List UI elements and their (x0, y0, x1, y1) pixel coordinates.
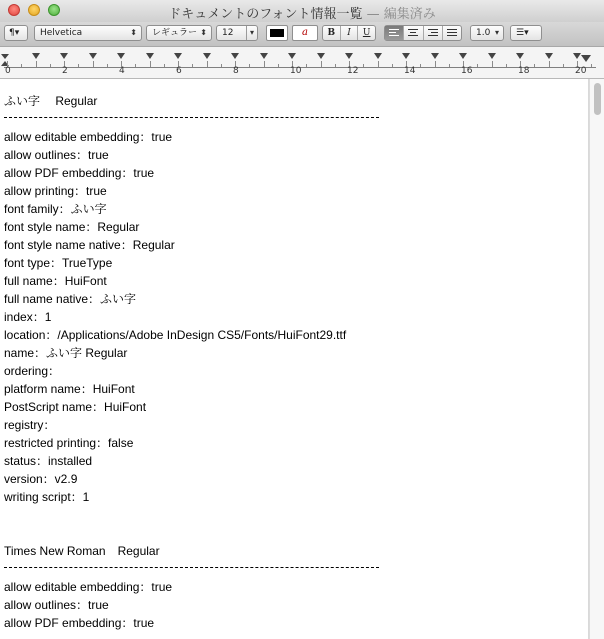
ruler-number: 4 (119, 66, 125, 76)
text-line: restricted printing：false (4, 436, 134, 450)
paragraph-styles-button[interactable] (4, 25, 28, 41)
text-line: font type：TrueType (4, 256, 113, 270)
right-margin-marker[interactable] (581, 55, 591, 62)
ruler-number: 8 (233, 66, 239, 76)
ruler-tick (278, 64, 279, 67)
tab-stop-marker[interactable] (573, 53, 581, 59)
highlight-glyph: a (302, 27, 308, 38)
ruler-tick (150, 61, 151, 67)
ruler-tick (135, 64, 136, 67)
line-spacing-popup[interactable] (470, 25, 504, 41)
scrollbar-thumb[interactable] (594, 83, 601, 115)
text-line: full name native：ふい字 (4, 292, 137, 306)
ruler-tick (21, 64, 22, 67)
tab-stop-marker[interactable] (317, 53, 325, 59)
align-left-button[interactable] (385, 26, 404, 40)
tab-stop-marker[interactable] (545, 53, 553, 59)
justify-button[interactable] (443, 26, 461, 40)
paragraph-styles-label: ¶▾ (9, 28, 20, 38)
tab-stop-marker[interactable] (345, 53, 353, 59)
ruler-tick (492, 61, 493, 67)
ruler-tick (449, 64, 450, 67)
tab-stop-marker[interactable] (459, 53, 467, 59)
text-line: registry： (4, 418, 56, 432)
ruler-number: 2 (62, 66, 68, 76)
font-size-value: 12 (222, 28, 234, 38)
ruler-number: 18 (518, 66, 530, 76)
tab-stop-marker[interactable] (402, 53, 410, 59)
document-name: ドキュメントのフォント情報一覧 (168, 7, 363, 22)
text-color-well[interactable] (266, 25, 288, 41)
list-bullets-popup[interactable] (510, 25, 542, 41)
tab-stop-marker[interactable] (203, 53, 211, 59)
tab-stop-marker[interactable] (117, 53, 125, 59)
ruler-tick (534, 64, 535, 67)
title-bar[interactable] (0, 0, 604, 22)
popup-arrows-icon: ⬍ (200, 28, 207, 37)
window-title (0, 3, 604, 22)
tab-stop-marker[interactable] (174, 53, 182, 59)
ruler-tick (363, 64, 364, 67)
ruler-tick (306, 64, 307, 67)
ruler-tick (549, 61, 550, 67)
first-line-indent-marker[interactable] (1, 54, 9, 59)
italic-button[interactable]: I (341, 26, 359, 40)
text-line: font style name：Regular (4, 220, 140, 234)
text-line: allow outlines：true (4, 148, 109, 162)
text-line: Times New Roman Regular (4, 544, 160, 558)
tab-stop-marker[interactable] (32, 53, 40, 59)
tab-stop-marker[interactable] (231, 53, 239, 59)
ruler-tick (264, 61, 265, 67)
ruler-number: 16 (461, 66, 473, 76)
tab-stop-marker[interactable] (60, 53, 68, 59)
document-text-area[interactable] (0, 79, 588, 639)
text-line: font style name native：Regular (4, 238, 175, 252)
ruler-tick (249, 64, 250, 67)
ruler-number: 20 (575, 66, 587, 76)
ruler-tick (221, 64, 222, 67)
tab-stop-marker[interactable] (89, 53, 97, 59)
tab-stop-marker[interactable] (260, 53, 268, 59)
ruler-number: 14 (404, 66, 416, 76)
ruler-tick (335, 64, 336, 67)
text-line: allow PDF embedding：true (4, 166, 155, 180)
text-line: location：/Applications/Adobe InDesign CS5/Fonts/HuiFont29.ttf (4, 328, 347, 342)
text-line: PostScript name：HuiFont (4, 400, 147, 414)
edited-indicator: — 編集済み (362, 7, 436, 22)
align-center-button[interactable] (404, 26, 423, 40)
highlight-color-button[interactable] (292, 25, 318, 41)
ruler-tick (36, 61, 37, 67)
text-color-swatch (270, 29, 284, 37)
text-line: font family：ふい字 (4, 202, 107, 216)
vertical-scrollbar[interactable] (589, 79, 604, 639)
ruler-tick (506, 64, 507, 67)
align-right-icon (428, 27, 438, 38)
text-line: full name：HuiFont (4, 274, 107, 288)
ruler-tick (563, 64, 564, 67)
text-line: ふい字 Regular (4, 94, 98, 108)
format-bar (0, 22, 604, 47)
ruler-tick (78, 64, 79, 67)
ruler-number: 10 (290, 66, 302, 76)
font-style-value: レギュラー (152, 28, 198, 38)
ruler-tick (435, 61, 436, 67)
ruler-number: 0 (5, 66, 11, 76)
bold-button[interactable]: B (323, 26, 341, 40)
tab-stop-marker[interactable] (488, 53, 496, 59)
text-line: allow outlines：true (4, 598, 109, 612)
text-line: allow editable embedding：true (4, 580, 173, 594)
chevron-down-icon: ▾ (246, 26, 254, 40)
list-bullets-label: ☰▾ (516, 28, 529, 38)
ruler[interactable] (0, 47, 604, 79)
font-size-combo[interactable] (216, 25, 258, 41)
text-line: status：installed (4, 454, 93, 468)
text-style-segmented-control (322, 25, 376, 41)
align-left-icon (389, 27, 399, 38)
tab-stop-marker[interactable] (431, 53, 439, 59)
ruler-tick (107, 64, 108, 67)
text-line: allow printing：true (4, 184, 107, 198)
ruler-tick (392, 64, 393, 67)
font-family-popup[interactable] (34, 25, 142, 41)
text-line: allow PDF embedding：true (4, 616, 155, 630)
separator-line (4, 117, 379, 118)
alignment-segmented-control (384, 25, 462, 41)
ruler-tick (378, 61, 379, 67)
tab-stop-marker[interactable] (288, 53, 296, 59)
ruler-tick (164, 64, 165, 67)
tab-stop-marker[interactable] (146, 53, 154, 59)
ruler-tick (420, 64, 421, 67)
text-line: writing script：1 (4, 490, 90, 504)
ruler-tick (207, 61, 208, 67)
separator-line (4, 567, 379, 568)
text-line: version：v2.9 (4, 472, 78, 486)
text-line: platform name：HuiFont (4, 382, 135, 396)
ruler-number: 6 (176, 66, 182, 76)
ruler-tick (50, 64, 51, 67)
font-style-popup[interactable] (146, 25, 212, 41)
chevron-down-icon: ▾ (494, 28, 499, 37)
ruler-tick (591, 64, 592, 67)
ruler-tick (93, 61, 94, 67)
tab-stop-marker[interactable] (516, 53, 524, 59)
font-family-value: Helvetica (40, 28, 83, 38)
text-line: ordering： (4, 364, 61, 378)
align-right-button[interactable] (424, 26, 443, 40)
line-spacing-value: 1.0 (476, 28, 491, 38)
text-line: name：ふい字 Regular (4, 346, 128, 360)
text-line: index：1 (4, 310, 52, 324)
ruler-tick (192, 64, 193, 67)
ruler-tick (321, 61, 322, 67)
ruler-tick (477, 64, 478, 67)
text-line: allow editable embedding：true (4, 130, 173, 144)
tab-stop-marker[interactable] (374, 53, 382, 59)
justify-icon (447, 27, 457, 38)
popup-arrows-icon: ⬍ (130, 28, 137, 37)
underline-button[interactable]: U (362, 28, 371, 38)
align-center-icon (408, 27, 418, 38)
ruler-number: 12 (347, 66, 359, 76)
